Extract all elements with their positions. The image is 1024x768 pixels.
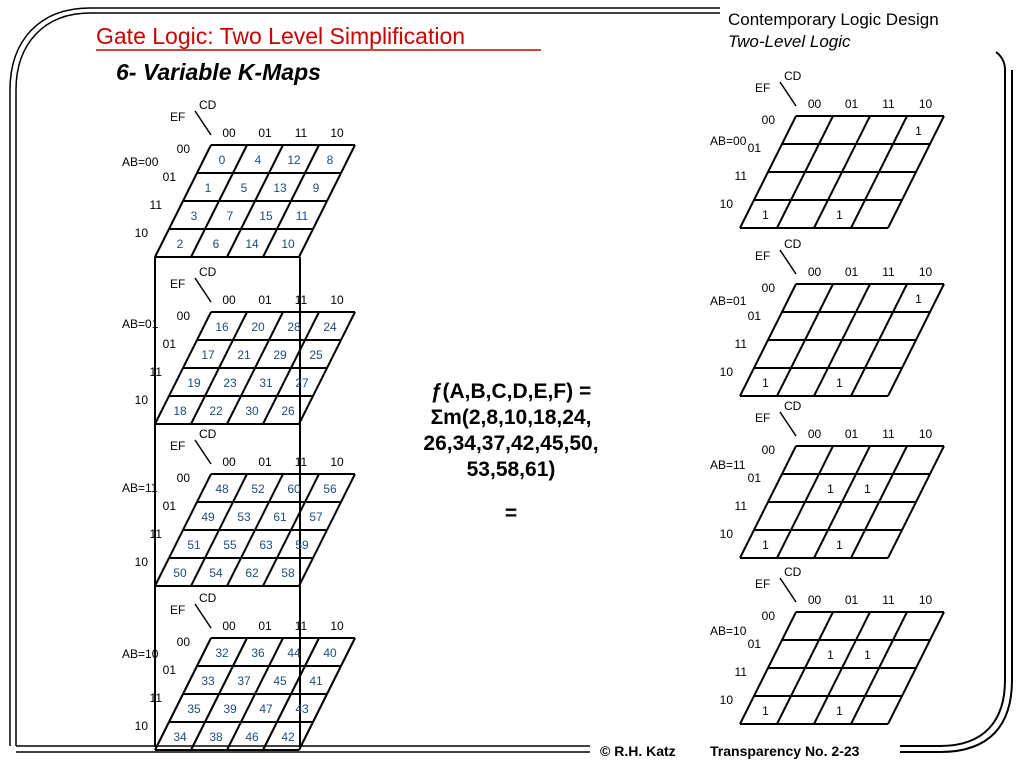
ef-label: EF xyxy=(170,110,186,124)
ef-label: EF xyxy=(755,81,771,95)
ab-label: AB=01 xyxy=(710,294,747,308)
cell-value: 2 xyxy=(176,237,184,251)
ab-label: AB=11 xyxy=(710,458,746,472)
function-line-3: 26,34,37,42,45,50, xyxy=(423,432,599,455)
cell-value: 24 xyxy=(323,320,337,334)
cell-value: 10 xyxy=(281,237,295,251)
kmap-stack-layer xyxy=(122,98,355,257)
cd-label: CD xyxy=(784,237,802,251)
cd-code: 01 xyxy=(258,619,272,633)
cell-value: 1 xyxy=(915,292,922,306)
cell-value: 22 xyxy=(209,404,223,418)
cell-value: 42 xyxy=(281,730,295,744)
filled-kmap xyxy=(710,399,944,558)
cell-value: 15 xyxy=(259,209,273,223)
cd-code: 00 xyxy=(807,427,822,441)
ab-label: AB=10 xyxy=(710,624,747,638)
cd-label: CD xyxy=(199,265,217,279)
cell-value: 49 xyxy=(201,510,215,524)
ef-code: 01 xyxy=(747,141,761,155)
cd-code: 01 xyxy=(258,293,272,307)
cell-value: 59 xyxy=(295,538,309,552)
function-line-4: 53,58,61) xyxy=(466,458,556,481)
cell-value: 27 xyxy=(295,376,309,390)
ef-label: EF xyxy=(170,603,186,617)
cell-value: 60 xyxy=(287,482,301,496)
cell-value: 36 xyxy=(251,646,265,660)
cell-value: 57 xyxy=(309,510,323,524)
cell-value: 48 xyxy=(215,482,229,496)
cd-code: 00 xyxy=(222,619,236,633)
cd-label: CD xyxy=(199,591,217,605)
cell-value: 39 xyxy=(223,702,237,716)
kmap-stack-layer xyxy=(122,265,355,424)
cd-code: 00 xyxy=(807,593,822,607)
ef-code: 01 xyxy=(162,170,176,184)
cell-value: 52 xyxy=(251,482,265,496)
cd-label: CD xyxy=(199,427,217,441)
cell-value: 5 xyxy=(240,181,248,195)
cell-value: 26 xyxy=(281,404,295,418)
corner-diagonal xyxy=(780,82,796,106)
cd-code: 01 xyxy=(844,593,859,607)
filled-kmap xyxy=(710,565,944,724)
cell-value: 43 xyxy=(295,702,309,716)
cell-value: 1 xyxy=(836,704,843,718)
ef-label: EF xyxy=(755,249,771,263)
ef-code: 10 xyxy=(719,527,733,541)
cd-code: 00 xyxy=(222,126,236,140)
cd-code: 11 xyxy=(882,593,895,607)
cell-value: 7 xyxy=(226,209,234,223)
cell-value: 4 xyxy=(254,153,262,167)
corner-diagonal xyxy=(195,440,211,464)
cell-value: 1 xyxy=(836,376,843,390)
ef-code: 01 xyxy=(747,637,761,651)
cell-value: 19 xyxy=(187,376,201,390)
cell-value: 1 xyxy=(204,181,212,195)
cell-value: 25 xyxy=(309,348,323,362)
kmap-stack-layer xyxy=(122,427,355,586)
cd-code: 10 xyxy=(330,455,344,469)
cd-code: 01 xyxy=(844,97,859,111)
filled-kmap xyxy=(710,237,944,396)
cd-code: 10 xyxy=(918,97,933,111)
cell-value: 47 xyxy=(259,702,273,716)
cell-value: 1 xyxy=(827,482,834,496)
cd-label: CD xyxy=(784,565,802,579)
cell-value: 56 xyxy=(323,482,337,496)
ef-code: 11 xyxy=(734,337,747,351)
cell-value: 54 xyxy=(209,566,223,580)
slide-title: Gate Logic: Two Level Simplification xyxy=(96,23,466,49)
ef-code: 10 xyxy=(134,226,148,240)
cell-value: 18 xyxy=(173,404,187,418)
corner-diagonal xyxy=(780,578,796,602)
cell-value: 1 xyxy=(827,648,834,662)
cell-value: 30 xyxy=(245,404,259,418)
cell-value: 11 xyxy=(295,209,309,223)
ef-code: 11 xyxy=(149,198,162,212)
cell-value: 1 xyxy=(915,124,922,138)
ef-code: 00 xyxy=(761,443,775,457)
cd-code: 11 xyxy=(294,293,308,307)
ef-code: 01 xyxy=(162,499,176,513)
cell-value: 45 xyxy=(273,674,287,688)
function-expression xyxy=(423,380,598,525)
ef-code: 00 xyxy=(761,609,775,623)
function-line-2: Σm(2,8,10,18,24, xyxy=(430,406,592,429)
cell-value: 23 xyxy=(223,376,237,390)
cell-value: 58 xyxy=(281,566,295,580)
cell-value: 13 xyxy=(273,181,287,195)
section-title: Two-Level Logic xyxy=(728,32,851,51)
cell-value: 17 xyxy=(201,348,215,362)
corner-diagonal xyxy=(195,604,211,628)
filled-kmap xyxy=(710,69,944,228)
function-line-1: ƒ(A,B,C,D,E,F) = xyxy=(430,380,592,403)
cd-code: 01 xyxy=(258,126,272,140)
cell-value: 62 xyxy=(245,566,259,580)
ef-code: 00 xyxy=(176,309,190,323)
cell-value: 28 xyxy=(287,320,301,334)
cell-value: 6 xyxy=(212,237,220,251)
ef-label: EF xyxy=(170,439,186,453)
cell-value: 16 xyxy=(215,320,229,334)
cell-value: 21 xyxy=(237,348,251,362)
ef-code: 00 xyxy=(761,113,775,127)
cell-value: 51 xyxy=(187,538,201,552)
cd-code: 11 xyxy=(294,126,308,140)
ef-code: 10 xyxy=(719,693,733,707)
cell-value: 20 xyxy=(251,320,265,334)
cd-code: 01 xyxy=(844,427,859,441)
cell-value: 50 xyxy=(173,566,187,580)
cell-value: 3 xyxy=(190,209,198,223)
cell-value: 1 xyxy=(762,704,769,718)
ab-label: AB=00 xyxy=(710,134,747,148)
cd-code: 11 xyxy=(882,427,895,441)
cell-value: 32 xyxy=(215,646,229,660)
kmap-stack xyxy=(122,98,355,750)
cell-value: 55 xyxy=(223,538,237,552)
cell-value: 1 xyxy=(864,482,871,496)
ef-code: 11 xyxy=(149,527,162,541)
cell-value: 53 xyxy=(237,510,251,524)
cd-code: 01 xyxy=(844,265,859,279)
ab-label: AB=10 xyxy=(122,647,159,661)
ef-code: 11 xyxy=(734,169,747,183)
kmap-stack-layer xyxy=(122,591,355,750)
cd-code: 00 xyxy=(807,97,822,111)
ef-code: 10 xyxy=(134,555,148,569)
cd-code: 01 xyxy=(258,455,272,469)
footer-transparency: Transparency No. 2-23 xyxy=(710,743,860,759)
cell-value: 41 xyxy=(309,674,323,688)
cd-label: CD xyxy=(784,399,802,413)
cd-code: 11 xyxy=(294,619,308,633)
ef-code: 11 xyxy=(149,691,162,705)
ef-code: 00 xyxy=(176,471,190,485)
cd-code: 11 xyxy=(294,455,308,469)
ab-label: AB=11 xyxy=(122,481,158,495)
cell-value: 38 xyxy=(209,730,223,744)
cell-value: 1 xyxy=(836,208,843,222)
ef-label: EF xyxy=(170,277,186,291)
ab-label: AB=00 xyxy=(122,155,159,169)
ef-code: 11 xyxy=(734,499,747,513)
cd-label: CD xyxy=(784,69,802,83)
filled-kmaps xyxy=(710,69,944,724)
cell-value: 14 xyxy=(245,237,259,251)
ef-label: EF xyxy=(755,577,771,591)
cell-value: 40 xyxy=(323,646,337,660)
cell-value: 1 xyxy=(762,208,769,222)
ef-code: 01 xyxy=(162,663,176,677)
corner-diagonal xyxy=(780,412,796,436)
cd-code: 10 xyxy=(330,126,344,140)
cell-value: 1 xyxy=(864,648,871,662)
ef-code: 00 xyxy=(176,635,190,649)
cell-value: 35 xyxy=(187,702,201,716)
corner-diagonal xyxy=(780,250,796,274)
course-title: Contemporary Logic Design xyxy=(728,10,939,29)
ef-code: 00 xyxy=(176,142,190,156)
ef-code: 00 xyxy=(761,281,775,295)
ef-code: 01 xyxy=(747,309,761,323)
cd-code: 11 xyxy=(882,97,895,111)
cell-value: 37 xyxy=(237,674,251,688)
corner-diagonal xyxy=(195,278,211,302)
cd-code: 10 xyxy=(918,427,933,441)
ef-code: 01 xyxy=(162,337,176,351)
cell-value: 61 xyxy=(273,510,287,524)
cd-code: 11 xyxy=(882,265,895,279)
cell-value: 29 xyxy=(273,348,287,362)
cd-code: 00 xyxy=(222,293,236,307)
function-equals: = xyxy=(504,502,518,525)
cd-label: CD xyxy=(199,98,217,112)
ef-code: 10 xyxy=(719,365,733,379)
ef-code: 10 xyxy=(134,719,148,733)
cd-code: 10 xyxy=(918,265,933,279)
cd-code: 10 xyxy=(918,593,933,607)
cell-value: 1 xyxy=(762,376,769,390)
cell-value: 63 xyxy=(259,538,273,552)
footer-credit: © R.H. Katz xyxy=(600,743,676,759)
ef-code: 11 xyxy=(734,665,747,679)
cd-code: 00 xyxy=(222,455,236,469)
slide-subtitle: 6- Variable K-Maps xyxy=(116,59,321,85)
cell-value: 31 xyxy=(259,376,273,390)
cd-code: 00 xyxy=(807,265,822,279)
ef-code: 01 xyxy=(747,471,761,485)
ab-label: AB=01 xyxy=(122,317,159,331)
ef-code: 10 xyxy=(719,197,733,211)
cell-value: 46 xyxy=(245,730,259,744)
cell-value: 12 xyxy=(287,153,301,167)
cell-value: 8 xyxy=(326,153,334,167)
cell-value: 0 xyxy=(218,153,226,167)
cell-value: 33 xyxy=(201,674,215,688)
corner-diagonal xyxy=(195,111,211,135)
ef-code: 10 xyxy=(134,393,148,407)
ef-label: EF xyxy=(755,411,771,425)
ef-code: 11 xyxy=(149,365,162,379)
cd-code: 10 xyxy=(330,619,344,633)
cell-value: 34 xyxy=(173,730,187,744)
cd-code: 10 xyxy=(330,293,344,307)
cell-value: 1 xyxy=(762,538,769,552)
cell-value: 44 xyxy=(287,646,301,660)
cell-value: 1 xyxy=(836,538,843,552)
cell-value: 9 xyxy=(312,181,320,195)
